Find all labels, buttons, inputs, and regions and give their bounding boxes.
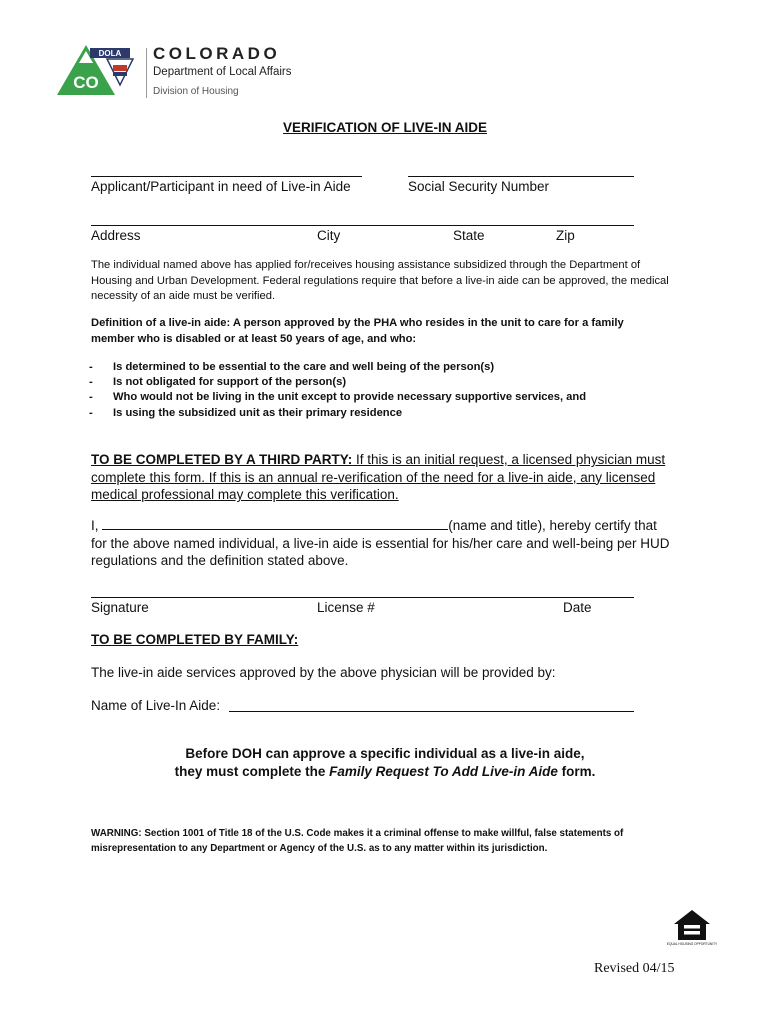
certify-prefix: I, bbox=[91, 518, 103, 533]
signature-line[interactable] bbox=[91, 597, 634, 598]
certify-rest: for the above named individual, a live-in aide is essential for his/her care and well-being per HUD regulations and the definition stated above. bbox=[91, 535, 670, 568]
family-heading: TO BE COMPLETED BY FAMILY: bbox=[91, 632, 299, 647]
date-label: Date bbox=[563, 600, 592, 615]
equal-housing-icon bbox=[666, 908, 718, 950]
revision-date: Revised 04/15 bbox=[594, 961, 675, 976]
ssn-line[interactable] bbox=[408, 176, 634, 177]
signature-label: Signature bbox=[91, 600, 149, 615]
aide-name-label: Name of Live-In Aide: bbox=[91, 698, 221, 713]
definition-paragraph: Definition of a live-in aide: A person approved by the PHA who resides in the unit to care for a family member who is disabled or at least 50 years of age, and who: bbox=[91, 317, 624, 345]
zip-label: Zip bbox=[556, 228, 575, 243]
org-name: COLORADO bbox=[153, 44, 281, 63]
certify-section bbox=[91, 517, 681, 570]
notice-line-2: they must complete the Family Request To Add Live-in Aide form. bbox=[174, 764, 596, 779]
notice bbox=[0, 745, 770, 781]
license-label: License # bbox=[317, 600, 375, 615]
family-text: The live-in aide services approved by the above physician will be provided by: bbox=[91, 665, 556, 680]
ssn-label: Social Security Number bbox=[408, 179, 550, 194]
list-item: - Who would not be living in the unit except to provide necessary supportive services, and bbox=[89, 391, 587, 404]
notice-line-1: Before DOH can approve a specific individual as a live-in aide, bbox=[185, 746, 585, 761]
address-label: Address bbox=[91, 228, 141, 243]
third-party-section bbox=[91, 451, 671, 504]
city-label: City bbox=[317, 228, 341, 243]
intro-paragraph: The individual named above has applied for/receives housing assistance subsidized through the Department of Housing and Urban Development. Federal regulations require that before a live-in aide can be approved, the medical necessity of an aide must be verified. bbox=[91, 259, 669, 302]
third-party-heading: TO BE COMPLETED BY A THIRD PARTY: bbox=[91, 452, 353, 467]
list-item: - Is using the subsidized unit as their primary residence bbox=[89, 406, 403, 419]
warning-text: WARNING: Section 1001 of Title 18 of the U.S. Code makes it a criminal offense to make willful, false statements of misrepresentation to any Department or Agency of the U.S. as to any matter within its jurisdiction. bbox=[91, 828, 624, 854]
department-name: Department of Local Affairs bbox=[153, 66, 292, 78]
eho-caption: EQUAL HOUSING OPPORTUNITY bbox=[666, 942, 718, 946]
state-label: State bbox=[453, 228, 485, 243]
logo-divider bbox=[146, 48, 147, 98]
badge-letters: CO bbox=[73, 73, 99, 92]
aide-name-field[interactable] bbox=[229, 711, 634, 712]
third-party-text: If this is an initial request, a licensed physician must complete this form. If this is an annual re-verification of the need for a live-in aide, any licensed medical professional may complete this verification. bbox=[91, 452, 666, 502]
physician-name-field[interactable] bbox=[102, 517, 448, 530]
form-name: Family Request To Add Live-in Aide bbox=[329, 764, 558, 779]
division-name: Division of Housing bbox=[153, 86, 239, 97]
criteria-list bbox=[89, 360, 586, 421]
address-line[interactable] bbox=[91, 225, 634, 226]
certify-suffix: (name and title), hereby certify that bbox=[448, 518, 657, 533]
badge-text: DOLA bbox=[98, 49, 122, 58]
list-item: - Is determined to be essential to the care and well being of the person(s) bbox=[89, 361, 495, 373]
applicant-line[interactable] bbox=[91, 176, 362, 177]
applicant-label: Applicant/Participant in need of Live-in Aide bbox=[91, 179, 351, 194]
list-item: - Is not obligated for support of the person(s) bbox=[89, 376, 347, 389]
page-title: VERIFICATION OF LIVE-IN AIDE bbox=[282, 120, 487, 135]
